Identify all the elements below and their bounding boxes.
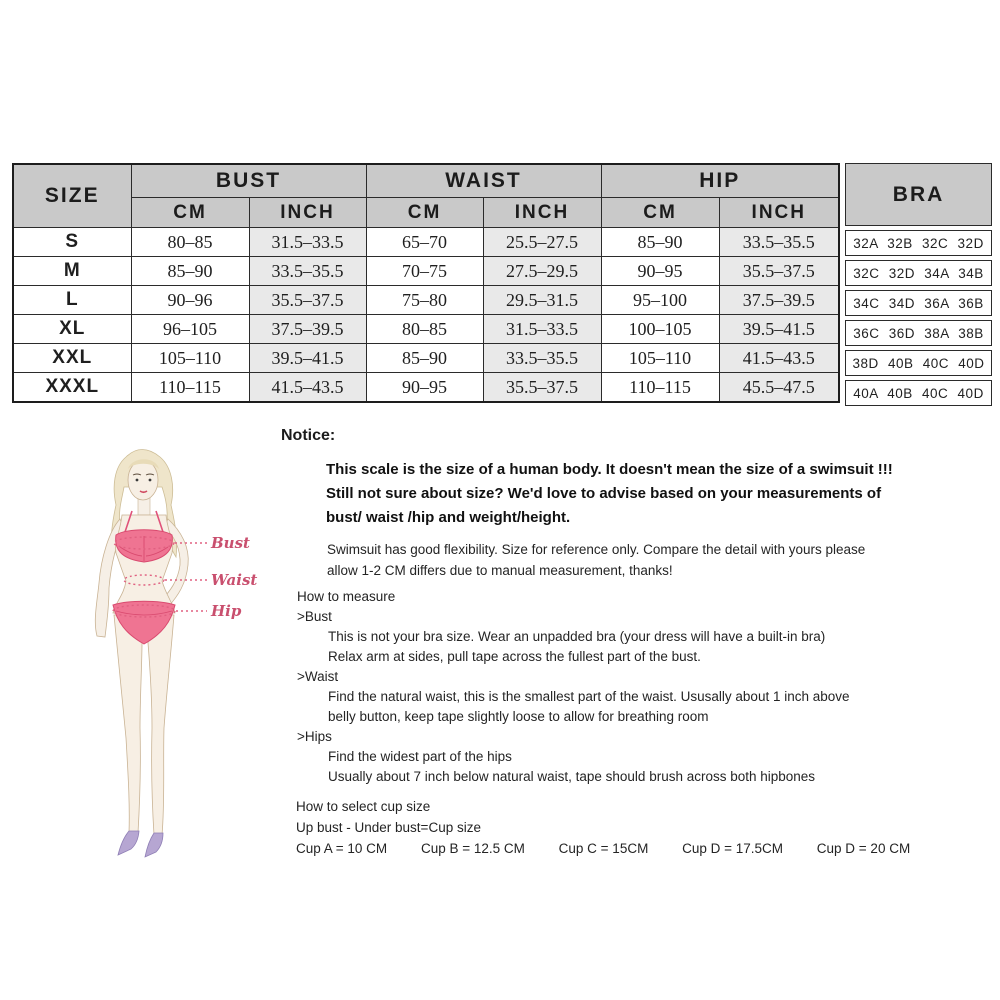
- how-to-measure-section: [281, 587, 961, 787]
- cup-value: Cup D = 20 CM: [816, 841, 911, 856]
- bust-cm-value: 80–85: [131, 228, 249, 257]
- warning-line: Still not sure about size? We'd love to advise based on your measurements of: [326, 485, 882, 502]
- hip-inch-value: 37.5–39.5: [719, 286, 839, 315]
- waist-instruction: belly button, keep tape slightly loose to allow for breathing room: [328, 709, 709, 724]
- table-row-xl: [13, 315, 839, 344]
- hip-cm-value: 95–100: [601, 286, 719, 315]
- hip-inch-value: 39.5–41.5: [719, 315, 839, 344]
- woman-sketch-illustration: [28, 443, 263, 863]
- hips-section-header: >Hips: [297, 729, 332, 744]
- waist-cm-value: 85–90: [366, 344, 483, 373]
- waist-cm-value: 65–70: [366, 228, 483, 257]
- hip-inch-value: 33.5–35.5: [719, 228, 839, 257]
- bra-value-xxl: 38D 40B 40C 40D: [845, 350, 992, 376]
- hip-label: Hip: [211, 602, 242, 620]
- notice-section: [281, 427, 961, 859]
- size-label: XL: [13, 315, 131, 344]
- header-bra: BRA: [845, 163, 992, 226]
- flexibility-line: Swimsuit has good flexibility. Size for reference only. Compare the detail with yours please: [327, 542, 866, 557]
- notice-heading: Notice:: [281, 427, 336, 444]
- right-eye: [149, 479, 152, 482]
- bust-inch-value: 35.5–37.5: [249, 286, 366, 315]
- table-row-xxl: [13, 344, 839, 373]
- table-row-s: [13, 228, 839, 257]
- bra-value-s: 32A 32B 32C 32D: [845, 230, 992, 256]
- size-label: M: [13, 257, 131, 286]
- size-label: S: [13, 228, 131, 257]
- header-waist: WAIST: [366, 164, 601, 198]
- header-hip-cm: CM: [601, 198, 719, 228]
- waist-inch-value: 29.5–31.5: [483, 286, 601, 315]
- cup-size-section: [281, 796, 961, 859]
- header-bust-inch: INCH: [249, 198, 366, 228]
- hip-cm-value: 100–105: [601, 315, 719, 344]
- waist-label: Waist: [211, 571, 258, 589]
- waist-inch-value: 35.5–37.5: [483, 373, 601, 403]
- bra-value-xl: 36C 36D 38A 38B: [845, 320, 992, 346]
- flexibility-paragraph: [327, 539, 961, 581]
- table-header-row-groups: [13, 164, 839, 198]
- table-row-l: [13, 286, 839, 315]
- waist-inch-value: 31.5–33.5: [483, 315, 601, 344]
- header-size: SIZE: [13, 164, 131, 228]
- left-leg: [114, 615, 142, 833]
- bust-instruction: Relax arm at sides, pull tape across the fullest part of the bust.: [328, 649, 701, 664]
- size-label: XXXL: [13, 373, 131, 403]
- bra-column: [845, 163, 992, 410]
- waist-section-header: >Waist: [297, 669, 339, 684]
- right-leg: [148, 615, 174, 835]
- cup-value: Cup B = 12.5 CM: [420, 841, 525, 856]
- bust-inch-value: 33.5–35.5: [249, 257, 366, 286]
- cup-value: Cup A = 10 CM: [296, 841, 388, 856]
- bust-cm-value: 90–96: [131, 286, 249, 315]
- header-bust-cm: CM: [131, 198, 249, 228]
- waist-instruction: Find the natural waist, this is the smallest part of the waist. Ususally about 1 inch above: [328, 689, 850, 704]
- hips-instruction: Find the widest part of the hips: [328, 749, 512, 764]
- hip-cm-value: 90–95: [601, 257, 719, 286]
- hips-instruction: Usually about 7 inch below natural waist, tape should brush across both hipbones: [328, 769, 816, 784]
- bust-inch-value: 31.5–33.5: [249, 228, 366, 257]
- header-hip: HIP: [601, 164, 839, 198]
- header-bust: BUST: [131, 164, 366, 198]
- waist-inch-value: 25.5–27.5: [483, 228, 601, 257]
- bust-instruction: This is not your bra size. Wear an unpadded bra (your dress will have a built-in bra): [328, 629, 826, 644]
- bust-inch-value: 39.5–41.5: [249, 344, 366, 373]
- left-eye: [136, 479, 139, 482]
- warning-line: This scale is the size of a human body. It doesn't mean the size of a swimsuit !!!: [326, 461, 893, 478]
- right-shoe: [145, 833, 163, 857]
- warning-line: bust/ waist /hip and weight/height.: [326, 509, 571, 526]
- cup-value: Cup C = 15CM: [558, 841, 649, 856]
- header-hip-inch: INCH: [719, 198, 839, 228]
- table-row-m: [13, 257, 839, 286]
- size-label: XXL: [13, 344, 131, 373]
- waist-cm-value: 70–75: [366, 257, 483, 286]
- waist-cm-value: 75–80: [366, 286, 483, 315]
- bust-section-header: >Bust: [297, 609, 332, 624]
- header-waist-inch: INCH: [483, 198, 601, 228]
- waist-cm-value: 80–85: [366, 315, 483, 344]
- size-table: [12, 163, 840, 403]
- bust-inch-value: 41.5–43.5: [249, 373, 366, 403]
- face: [128, 460, 158, 500]
- header-waist-cm: CM: [366, 198, 483, 228]
- bra-value-m: 32C 32D 34A 34B: [845, 260, 992, 286]
- hip-cm-value: 110–115: [601, 373, 719, 403]
- measurement-figure: [28, 443, 263, 863]
- table-header-row-units: [13, 198, 839, 228]
- bust-cm-value: 96–105: [131, 315, 249, 344]
- cup-value: Cup D = 17.5CM: [682, 841, 784, 856]
- cup-values-row: [296, 838, 961, 859]
- bust-label: Bust: [211, 534, 250, 552]
- hip-cm-value: 105–110: [601, 344, 719, 373]
- how-to-measure-title: How to measure: [297, 589, 396, 604]
- table-row-xxxl: [13, 373, 839, 403]
- bra-value-xxxl: 40A 40B 40C 40D: [845, 380, 992, 406]
- flexibility-line: allow 1-2 CM differs due to manual measurement, thanks!: [327, 563, 673, 578]
- bust-inch-value: 37.5–39.5: [249, 315, 366, 344]
- bust-cm-value: 110–115: [131, 373, 249, 403]
- bust-cm-value: 105–110: [131, 344, 249, 373]
- hip-inch-value: 45.5–47.5: [719, 373, 839, 403]
- cup-size-title: How to select cup size: [296, 799, 431, 814]
- left-shoe: [118, 831, 139, 855]
- cup-size-formula: Up bust - Under bust=Cup size: [296, 820, 481, 835]
- waist-inch-value: 27.5–29.5: [483, 257, 601, 286]
- waist-cm-value: 90–95: [366, 373, 483, 403]
- hip-inch-value: 35.5–37.5: [719, 257, 839, 286]
- hip-cm-value: 85–90: [601, 228, 719, 257]
- size-chart-table-area: [12, 163, 992, 410]
- size-label: L: [13, 286, 131, 315]
- bust-cm-value: 85–90: [131, 257, 249, 286]
- warning-paragraph: [326, 458, 961, 530]
- hip-inch-value: 41.5–43.5: [719, 344, 839, 373]
- bra-value-l: 34C 34D 36A 36B: [845, 290, 992, 316]
- waist-inch-value: 33.5–35.5: [483, 344, 601, 373]
